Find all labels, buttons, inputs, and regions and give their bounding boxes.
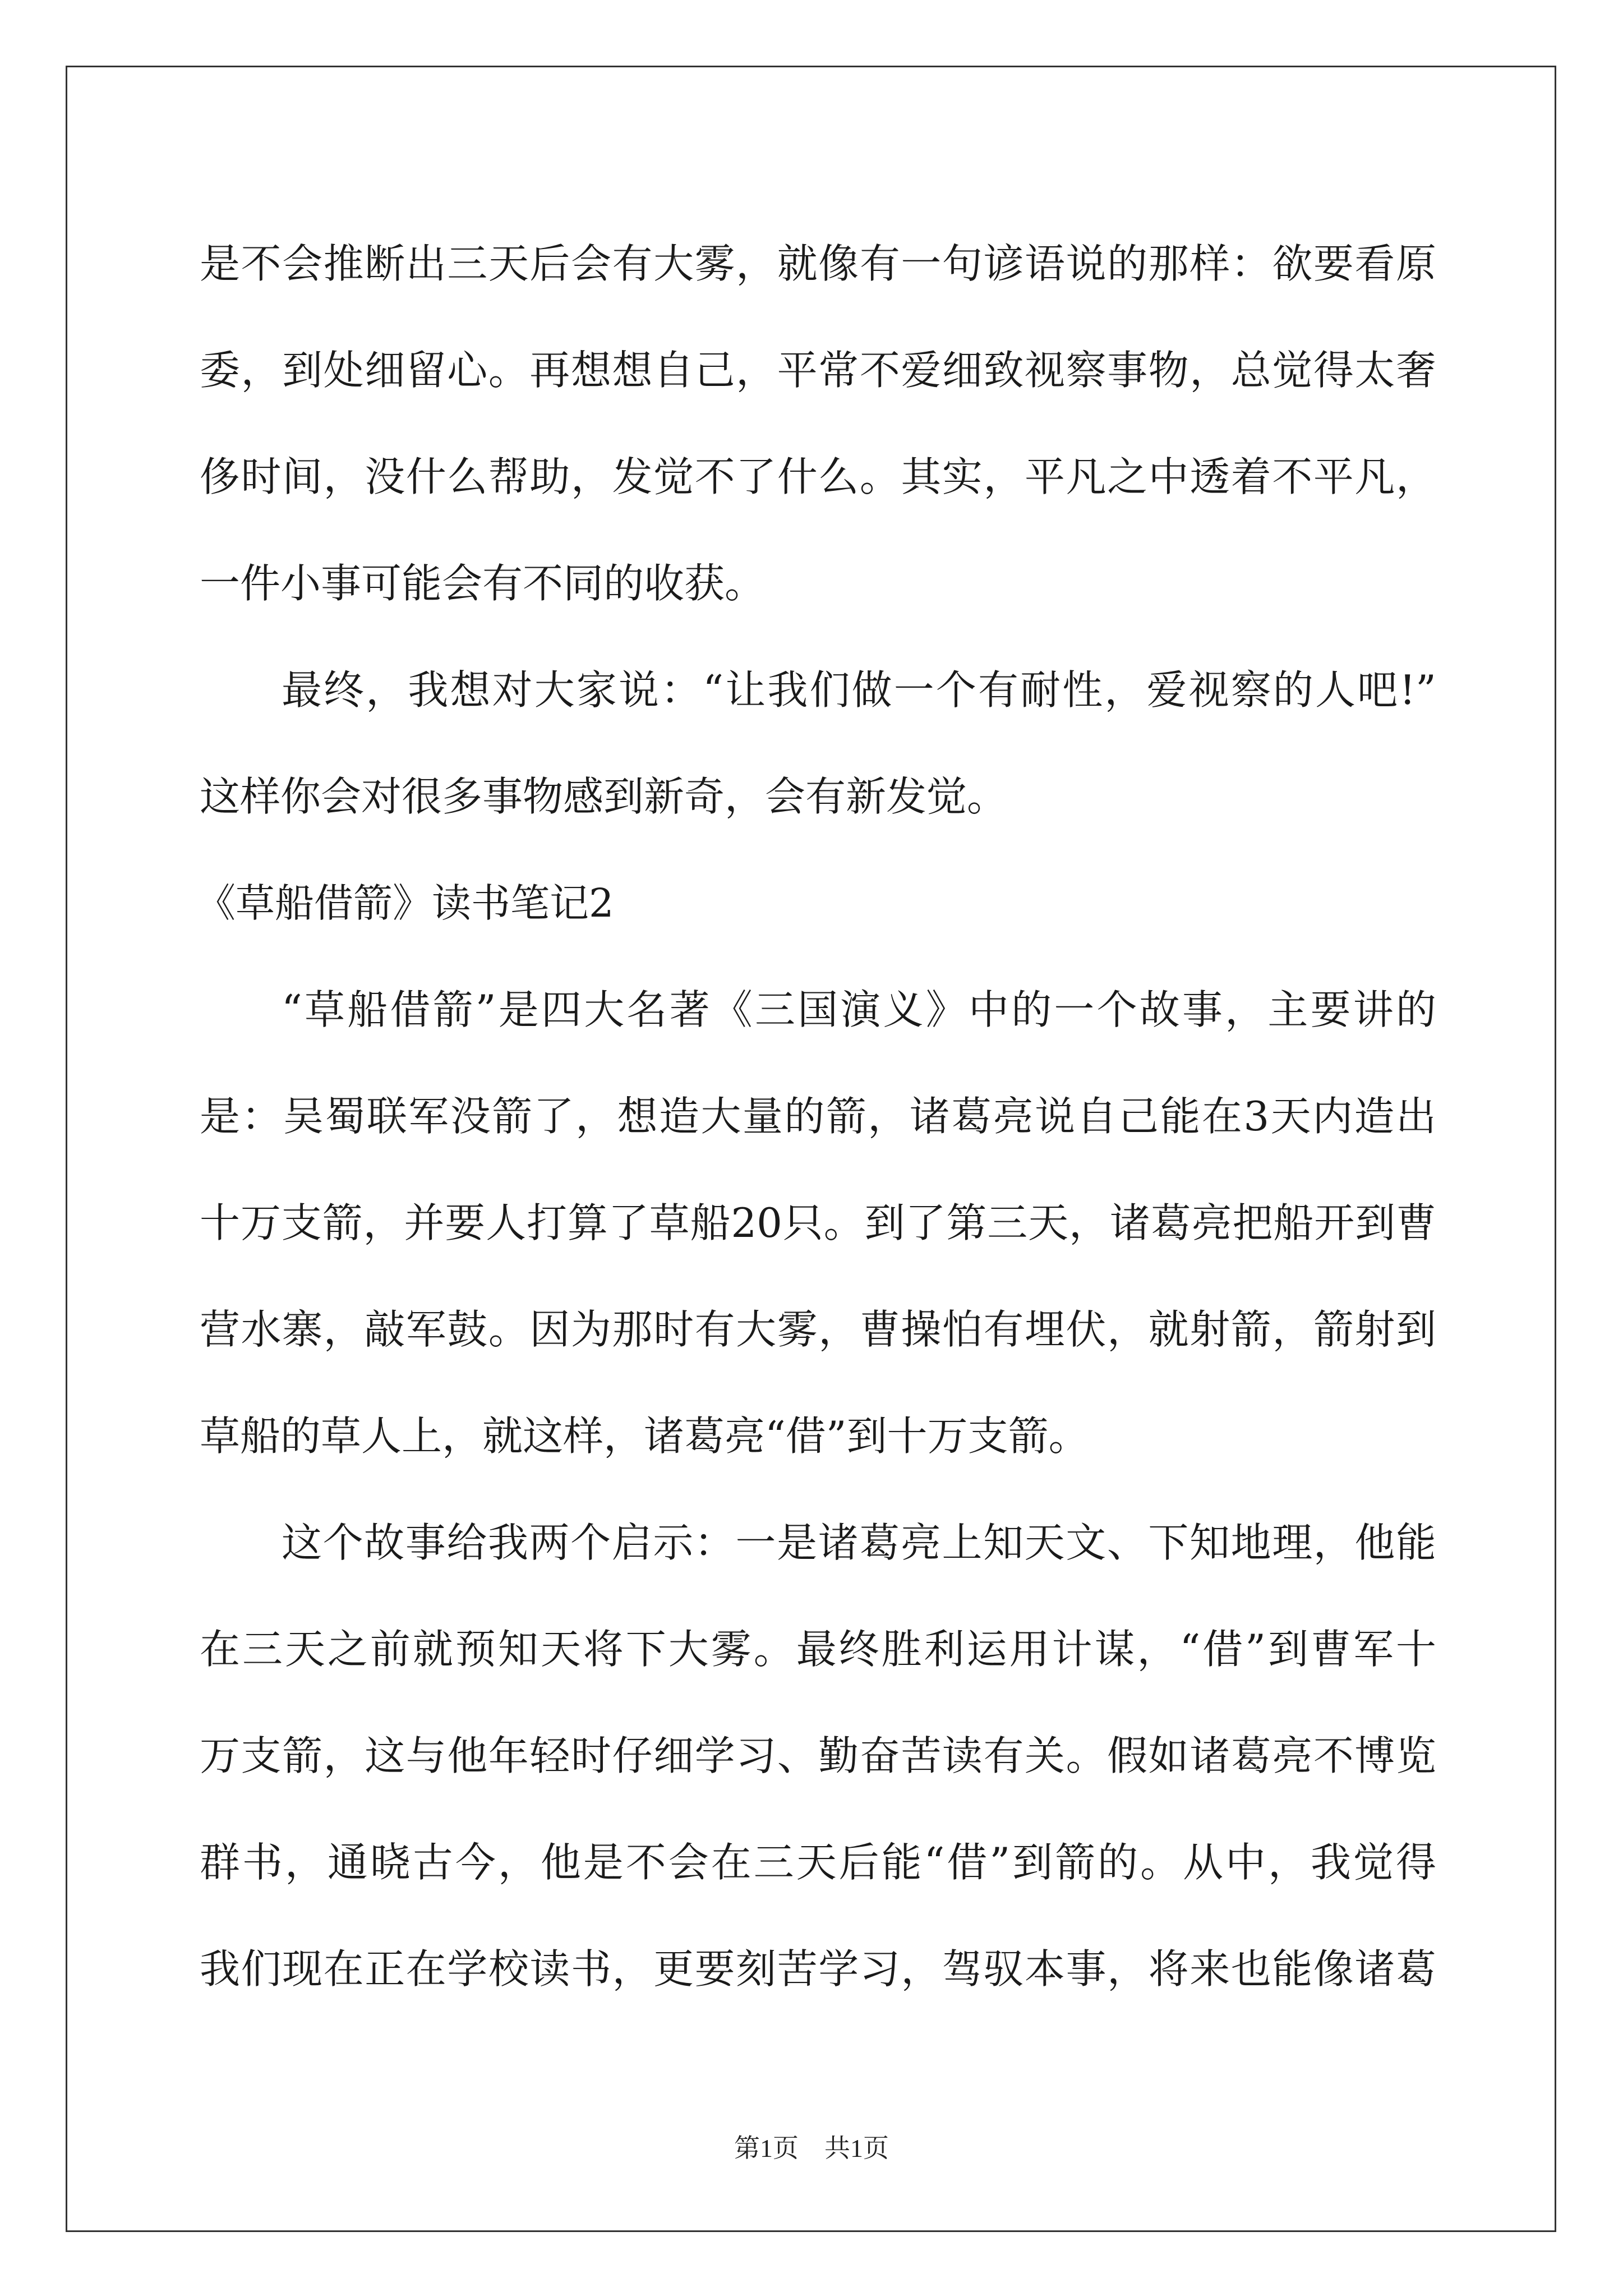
paragraph-line: 在三天之前就预知天将下大雾。最终胜利运用计谋，“借”到曹军十: [200, 1626, 1436, 1673]
paragraph-line: 十万支箭，并要人打算了草船20只。到了第三天，诸葛亮把船开到曹: [200, 1199, 1436, 1246]
paragraph-line: 这样你会对很多事物感到新奇，会有新发觉。: [200, 773, 1008, 820]
paragraph-line: “草船借箭”是四大名著《三国演义》中的一个故事，主要讲的: [282, 986, 1436, 1033]
paragraph-line: 我们现在正在学校读书，更要刻苦学习，驾驭本事，将来也能像诸葛: [200, 1945, 1436, 1993]
paragraph-line: 群书，通晓古今，他是不会在三天后能“借”到箭的。从中，我觉得: [200, 1839, 1436, 1886]
paragraph-line: 草船的草人上，就这样，诸葛亮“借”到十万支箭。: [200, 1412, 1089, 1460]
section-heading: 《草船借箭》读书笔记2: [196, 880, 614, 926]
document-body: [196, 210, 1436, 2022]
paragraph-line: 万支箭，这与他年轻时仔细学习、勤奋苦读有关。假如诸葛亮不博览: [200, 1732, 1436, 1779]
paragraph-line: 是：吴蜀联军没箭了，想造大量的箭，诸葛亮说自己能在3天内造出: [200, 1093, 1436, 1140]
paragraph-line: 最终，我想对大家说：“让我们做一个有耐性，爱视察的人吧!”: [282, 666, 1436, 714]
paragraph-line: 这个故事给我两个启示：一是诸葛亮上知天文、下知地理，他能: [282, 1519, 1436, 1566]
paragraph-line: 侈时间，没什么帮助，发觉不了什么。其实，平凡之中透着不平凡，: [200, 453, 1436, 500]
paragraph-line: 一件小事可能会有不同的收获。: [200, 560, 766, 607]
page-footer: 第1页 共1页: [734, 2134, 889, 2162]
paragraph-line: 委，到处细留心。再想想自己，平常不爱细致视察事物，总觉得太奢: [200, 347, 1436, 394]
paragraph-line: 是不会推断出三天后会有大雾，就像有一句谚语说的那样：欲要看原: [200, 240, 1436, 287]
paragraph-line: 营水寨，敲军鼓。因为那时有大雾，曹操怕有埋伏，就射箭，箭射到: [200, 1306, 1436, 1353]
